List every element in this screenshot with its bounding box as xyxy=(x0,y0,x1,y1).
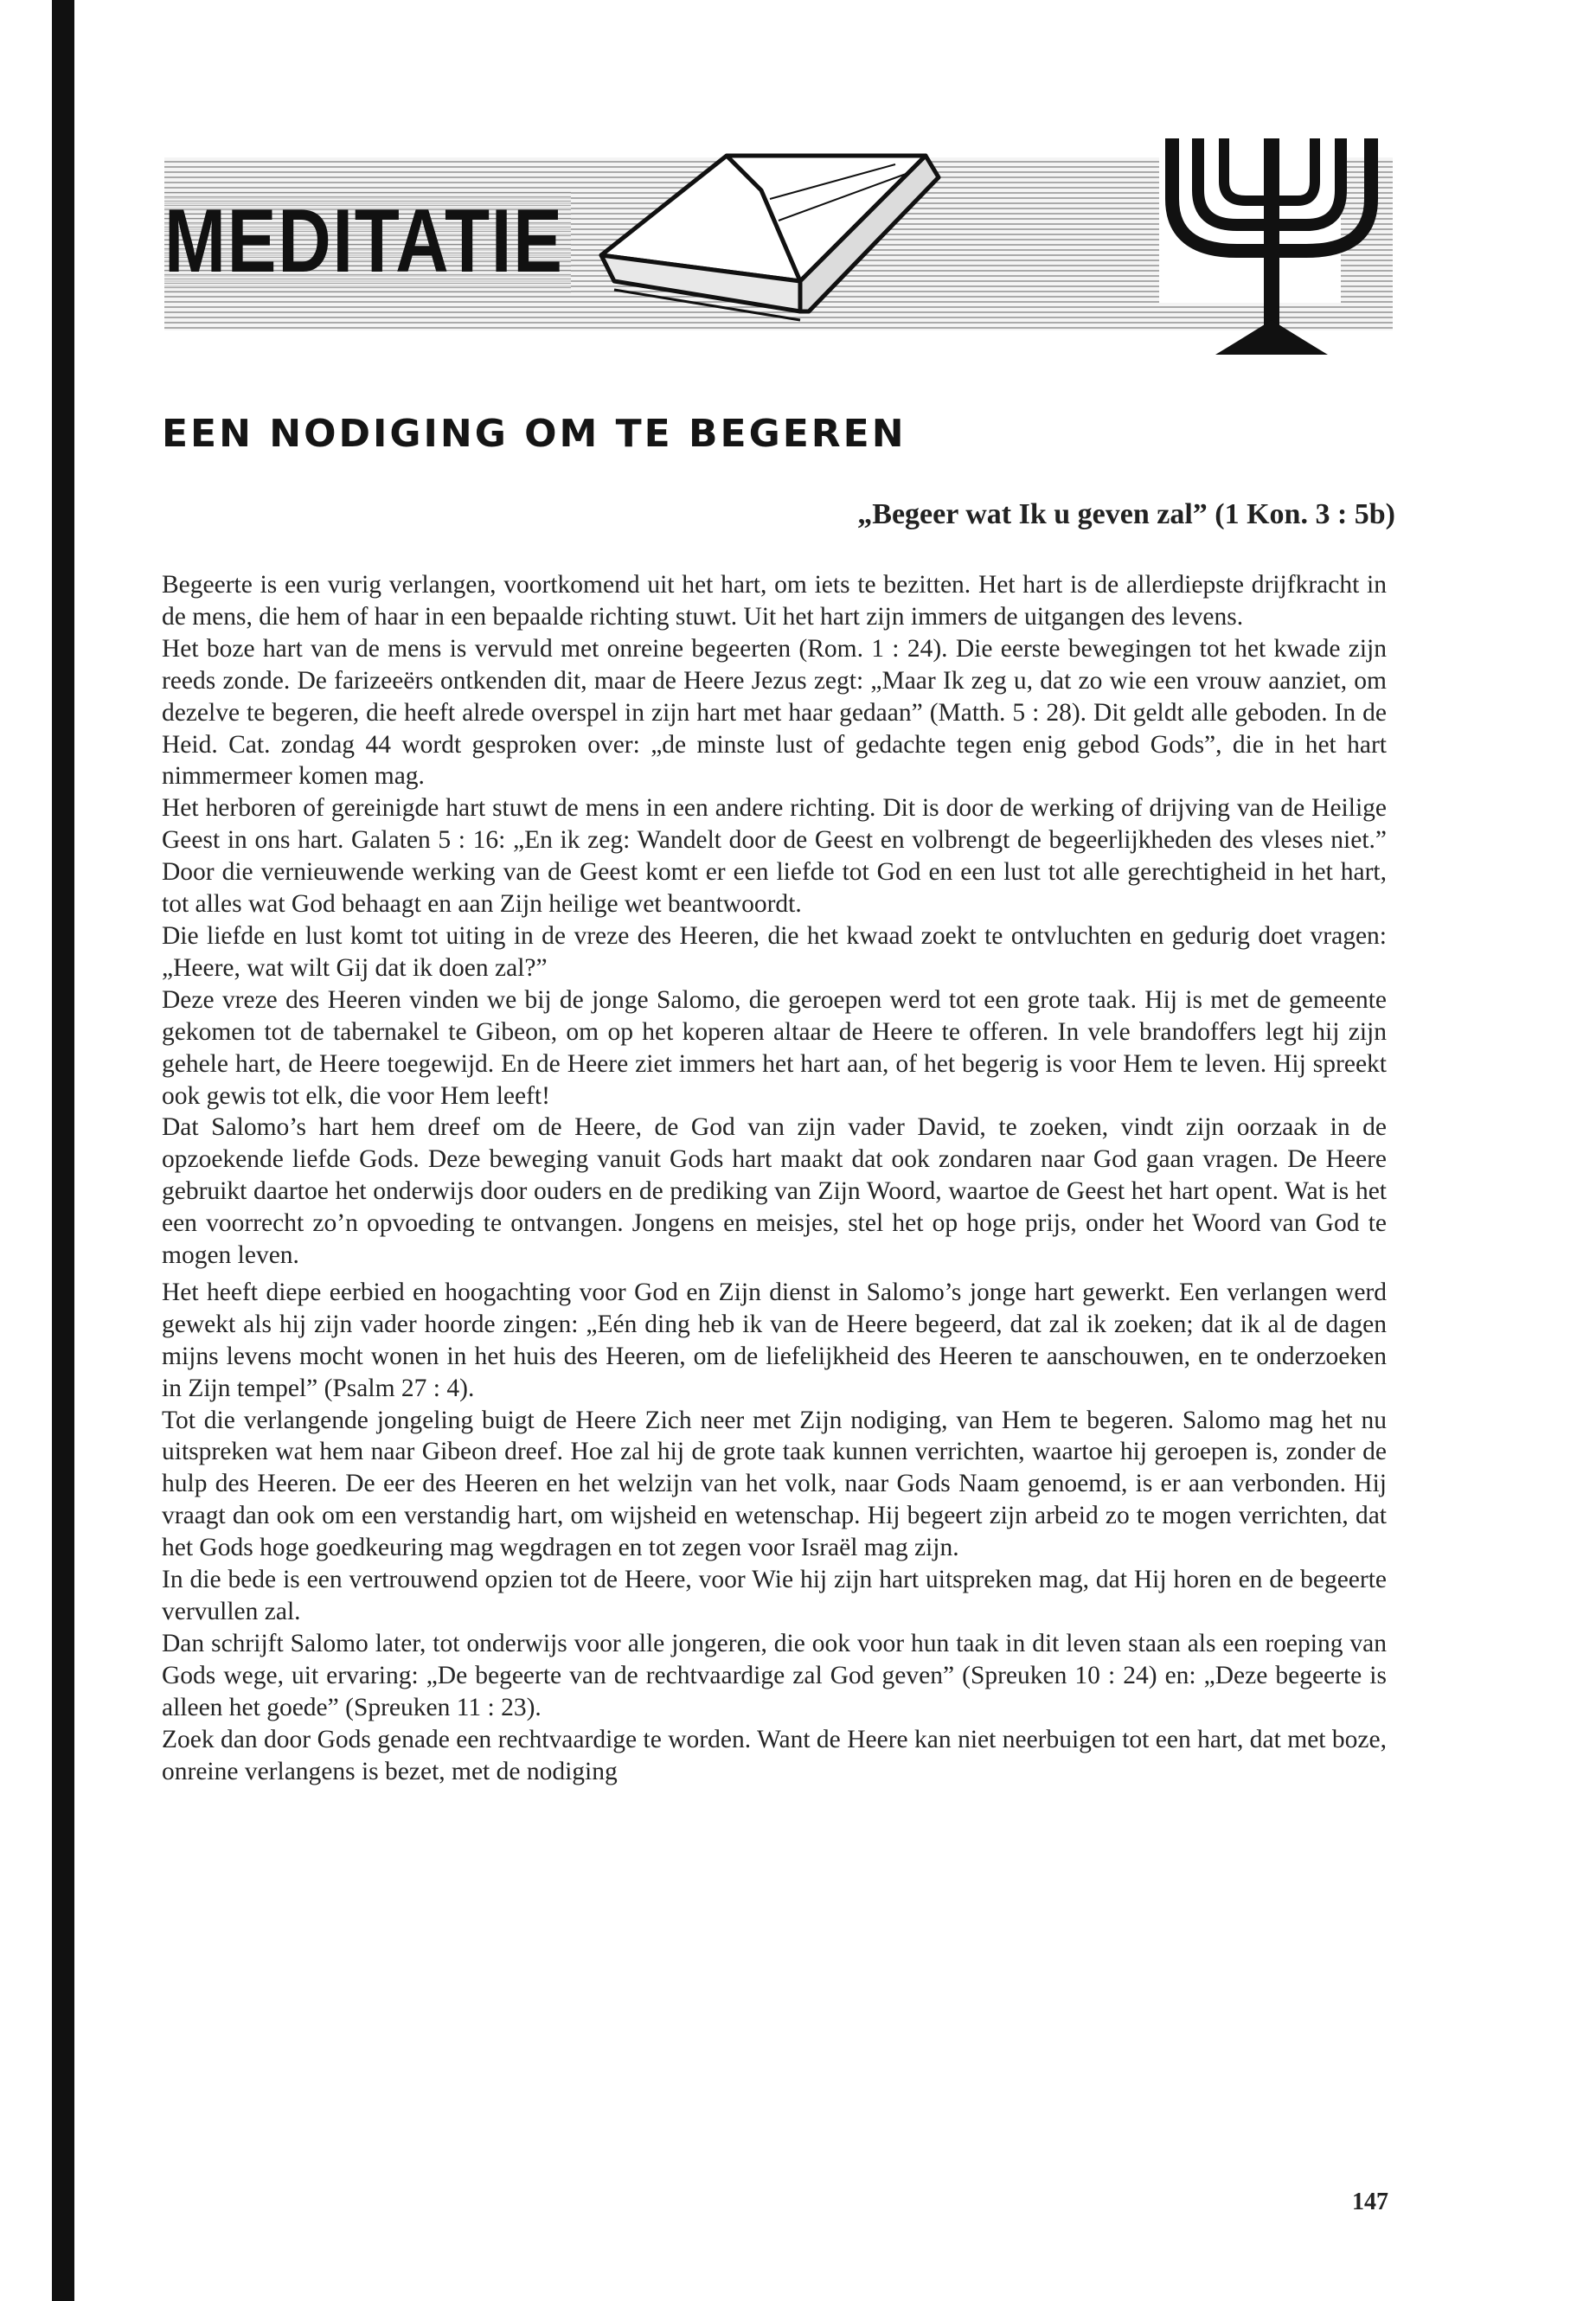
paragraph: Die liefde en lust komt tot uiting in de vreze des Heeren, die het kwaad zoekt te ontvluchten en gedurig doet vragen: „Heere, wat wilt Gij dat ik doen zal?” xyxy=(162,921,1387,982)
paragraph: In die bede is een vertrouwend opzien tot de Heere, voor Wie hij zijn hart uitspreken mag, dat Hij horen en de begeerte vervullen zal. xyxy=(162,1566,1387,1625)
article-body xyxy=(162,569,1387,1787)
paragraph: Zoek dan door Gods genade een rechtvaardige te worden. Want de Heere kan niet neerbuigen tot een hart, dat met boze, onreine verlangens is bezet, met de nodiging xyxy=(162,1725,1387,1785)
banner-title: MEDITATIE xyxy=(164,191,564,292)
paragraph: Het heeft diepe eerbied en hoogachting voor God en Zijn dienst in Salomo’s jonge hart gewerkt. Een verlangen werd gewekt als hij zijn vader hoorde zingen: „Eén ding heb ik van de Heere begeerd, dat zal ik zoeken; dat ik al de dagen mijns levens mocht wonen in het huis des Heeren, om de liefelijkheid des Heeren te aanschouwen, en te onderzoeken in Zijn tempel” (Psalm 27 : 4). xyxy=(162,1278,1387,1402)
paragraph: Het herboren of gereinigde hart stuwt de mens in een andere richting. Dit is door de werking of drijving van de Heilige Geest in ons hart. Galaten 5 : 16: „En ik zeg: Wandelt door de Geest en volbrengt de begeerlijkheden des vleses niet.” Door die vernieuwende werking van de Geest komt er een liefde tot God en een lust tot alle gerechtigheid in het hart, tot alles wat God behaagt en aan Zijn heilige wet beantwoordt. xyxy=(162,794,1387,919)
paragraph: Begeerte is een vurig verlangen, voortkomend uit het hart, om iets te bezitten. Het hart is de allerdiepste drijfkracht in de mens, die hem of haar in een bepaalde richting stuwt. Uit het hart zijn immers de uitgangen des levens. xyxy=(162,571,1387,631)
article-title: EEN NODIGING OM TE BEGEREN xyxy=(162,412,907,456)
page-number: 147 xyxy=(1352,2189,1388,2215)
paragraph: Dat Salomo’s hart hem dreef om de Heere, de God van zijn vader David, te zoeken, vindt zijn oorzaak in de opzoekende liefde Gods. Deze beweging vanuit Gods hart maakt dat ook zondaren naar God gaan vragen. De Heere gebruikt daartoe het onderwijs door ouders en de prediking van Zijn Woord, waartoe de Geest het hart opent. Wat is het een voorrecht zo’n opvoeding te ontvangen. Jongens en meisjes, stel het op hoge prijs, onder het Woord van God te mogen leven. xyxy=(162,1113,1387,1270)
page-binding-edge xyxy=(52,0,74,2301)
scripture-verse: „Begeer wat Ik u geven zal” (1 Kon. 3 : 5b) xyxy=(857,498,1395,530)
paragraph: Deze vreze des Heeren vinden we bij de jonge Salomo, die geroepen werd tot een grote taak. Hij is met de gemeente gekomen tot de tabernakel te Gibeon, om op het koperen altaar de Heere te offeren. In vele brandoffers legt hij zijn gehele hart, de Heere toegewijd. En de Heere ziet immers het hart aan, of het begerig is voor Hem te leven. Hij spreekt ook gewis tot elk, die voor Hem leeft! xyxy=(162,985,1387,1110)
paragraph: Het boze hart van de mens is vervuld met onreine begeerten (Rom. 1 : 24). Die eerste bewegingen tot het kwade zijn reeds zonde. De farizeeërs ontkenden dit, maar de Heere Jezus zegt: „Maar Ik zeg u, dat zo wie een vrouw aanziet, om dezelve te begeren, die heeft alrede overspel in zijn hart met haar gedaan” (Matth. 5 : 28). Dit geldt alle geboden. In de Heid. Cat. zondag 44 wordt gesproken over: „de minste lust of gedachte tegen enig gebod Gods”, die in het hart nimmermeer komen mag. xyxy=(162,634,1387,791)
paragraph: Dan schrijft Salomo later, tot onderwijs voor alle jongeren, die ook voor hun taak in dit leven staan als een roeping van Gods wege, uit ervaring: „De begeerte van de rechtvaardige zal God geven” (Spreuken 10 : 24) en: „Deze begeerte is alleen het goede” (Spreuken 11 : 23). xyxy=(162,1629,1387,1721)
paragraph: Tot die verlangende jongeling buigt de Heere Zich neer met Zijn nodiging, van Hem te begeren. Salomo mag het nu uitspreken wat hem naar Gibeon dreef. Hoe zal hij de grote taak kunnen verrichten, waartoe hij geroepen is, zonder de hulp des Heeren. De eer des Heeren en het welzijn van het volk, naar Gods Naam genoemd, is er aan verbonden. Hij vraagt dan ook om een verstandig hart, om wijsheid en wetenschap. Hij begeert zijn arbeid zo te mogen verrichten, dat het Gods hoge goedkeuring mag wegdragen en tot zegen voor Israël mag zijn. xyxy=(162,1406,1387,1562)
